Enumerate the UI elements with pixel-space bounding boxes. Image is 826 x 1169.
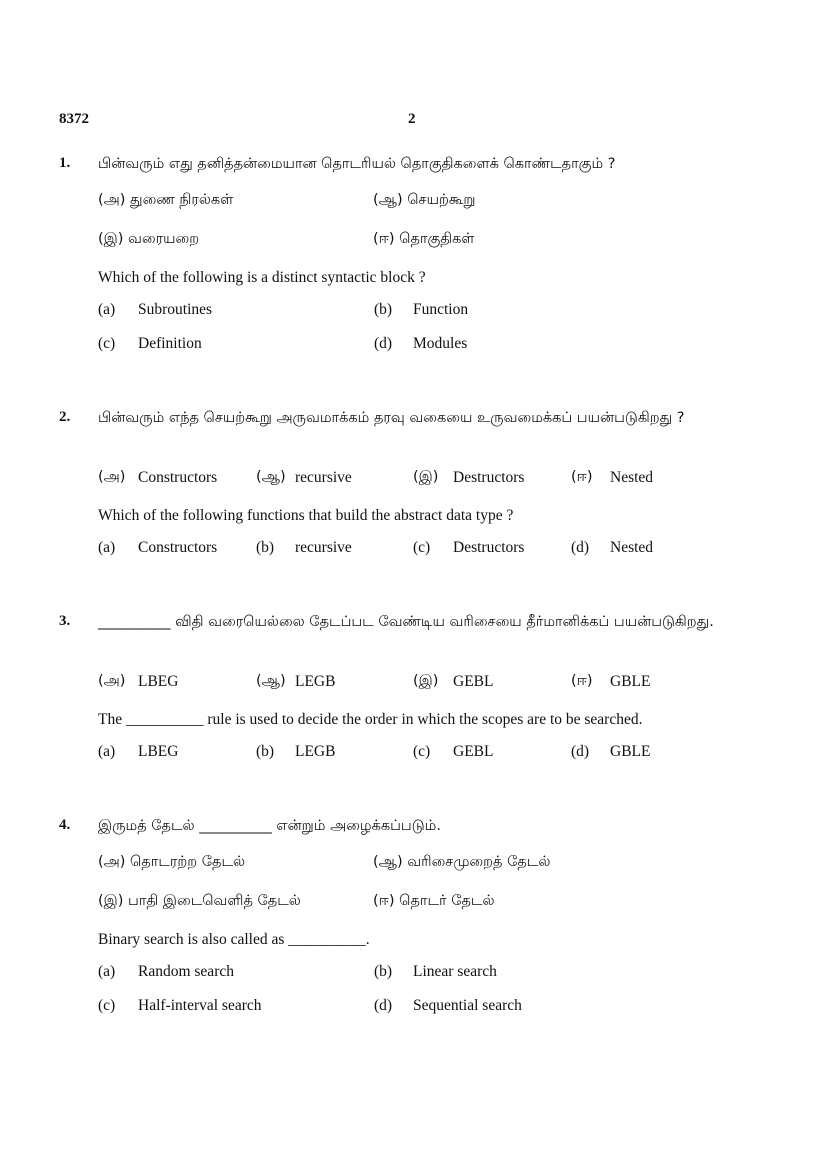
- question-number: 2.: [59, 409, 71, 425]
- tamil-option-c-text: Destructors: [453, 469, 525, 486]
- option-c-text: Definition: [138, 335, 202, 352]
- option-a-text: LBEG: [138, 743, 179, 760]
- tamil-option-d: (ஈ) தொடர் தேடல்: [373, 893, 495, 909]
- option-c-label: (c): [413, 539, 431, 556]
- tamil-option-row: [0, 673, 826, 695]
- tamil-option-b-text: recursive: [295, 469, 352, 486]
- option-b-text: LEGB: [295, 743, 336, 760]
- tamil-option-c: (இ) வரையறை: [98, 231, 200, 247]
- tamil-option-a-label: (அ): [98, 673, 126, 689]
- tamil-option-d: (ஈ) தொகுதிகள்: [373, 231, 475, 247]
- english-option-row: [0, 335, 826, 357]
- tamil-option-a: (அ) தொடரற்ற தேடல்: [98, 854, 246, 870]
- tamil-option-b: (ஆ) செயற்கூறு: [373, 192, 476, 208]
- tamil-question-text: __________ விதி வரையெல்லை தேடப்பட வேண்டிய வரிசையை தீர்மானிக்கப் பயன்படுகிறது.: [98, 614, 714, 630]
- tamil-option-d-label: (ஈ): [571, 673, 593, 689]
- tamil-question-text: இருமத் தேடல் __________ என்றும் அழைக்கப்படும்.: [98, 818, 441, 834]
- option-d-label: (d): [374, 335, 393, 352]
- option-d-label: (d): [571, 539, 590, 556]
- option-c-label: (c): [413, 743, 431, 760]
- tamil-option-row: [0, 231, 826, 253]
- english-question-text: Which of the following is a distinct syntactic block ?: [98, 269, 426, 286]
- tamil-option-row: [0, 469, 826, 491]
- paper-code: 8372: [59, 111, 89, 127]
- option-c-text: GEBL: [453, 743, 494, 760]
- option-c-label: (c): [98, 997, 116, 1014]
- option-b-text: recursive: [295, 539, 352, 556]
- english-option-row: [0, 997, 826, 1019]
- option-a-label: (a): [98, 301, 116, 318]
- option-d-text: Nested: [610, 539, 654, 556]
- english-option-row: [0, 963, 826, 985]
- option-b-text: Function: [413, 301, 469, 318]
- english-option-row: [0, 539, 826, 561]
- option-b-label: (b): [374, 963, 393, 980]
- option-d-text: GBLE: [610, 743, 651, 760]
- tamil-option-b-text: LEGB: [295, 673, 336, 690]
- option-a-label: (a): [98, 743, 116, 760]
- tamil-option-row: [0, 854, 826, 876]
- tamil-option-b-label: (ஆ): [256, 673, 286, 689]
- question-number: 4.: [59, 817, 71, 833]
- english-option-row: [0, 301, 826, 323]
- english-question-text: Which of the following functions that build the abstract data type ?: [98, 507, 514, 524]
- option-a-text: Subroutines: [138, 301, 213, 318]
- option-b-label: (b): [374, 301, 393, 318]
- option-b-label: (b): [256, 743, 275, 760]
- option-c-label: (c): [98, 335, 116, 352]
- option-a-label: (a): [98, 539, 116, 556]
- tamil-option-b: (ஆ) வரிசைமுறைத் தேடல்: [373, 854, 551, 870]
- tamil-option-row: [0, 192, 826, 214]
- tamil-option-d-text: Nested: [610, 469, 654, 486]
- tamil-option-d-label: (ஈ): [571, 469, 593, 485]
- tamil-option-a-text: Constructors: [138, 469, 218, 486]
- tamil-option-c: (இ) பாதி இடைவெளித் தேடல்: [98, 893, 301, 909]
- tamil-option-d-text: GBLE: [610, 673, 651, 690]
- tamil-option-a-label: (அ): [98, 469, 126, 485]
- option-d-label: (d): [374, 997, 393, 1014]
- tamil-option-c-text: GEBL: [453, 673, 494, 690]
- tamil-question-text: பின்வரும் எந்த செயற்கூறு அருவமாக்கம் தரவு வகையை உருவமைக்கப் பயன்படுகிறது ?: [98, 410, 685, 426]
- option-d-text: Modules: [413, 335, 468, 352]
- question-number: 1.: [59, 155, 71, 171]
- english-option-row: [0, 743, 826, 765]
- english-question-text: The __________ rule is used to decide the order in which the scopes are to be searched.: [98, 711, 643, 728]
- english-question-text: Binary search is also called as __________.: [98, 931, 370, 948]
- option-d-label: (d): [571, 743, 590, 760]
- question-number: 3.: [59, 613, 71, 629]
- option-a-text: Random search: [138, 963, 234, 980]
- tamil-option-b-label: (ஆ): [256, 469, 286, 485]
- tamil-option-c-label: (இ): [413, 673, 439, 689]
- option-d-text: Sequential search: [413, 997, 522, 1014]
- tamil-option-a-text: LBEG: [138, 673, 179, 690]
- tamil-option-a: (அ) துணை நிரல்கள்: [98, 192, 234, 208]
- tamil-option-c-label: (இ): [413, 469, 439, 485]
- tamil-question-text: பின்வரும் எது தனித்தன்மையான தொடரியல் தொகுதிகளைக் கொண்டதாகும் ?: [98, 156, 616, 172]
- option-a-text: Constructors: [138, 539, 218, 556]
- option-c-text: Destructors: [453, 539, 525, 556]
- option-c-text: Half-interval search: [138, 997, 262, 1014]
- tamil-option-row: [0, 893, 826, 915]
- option-a-label: (a): [98, 963, 116, 980]
- option-b-text: Linear search: [413, 963, 497, 980]
- page-number: 2: [408, 111, 416, 127]
- option-b-label: (b): [256, 539, 275, 556]
